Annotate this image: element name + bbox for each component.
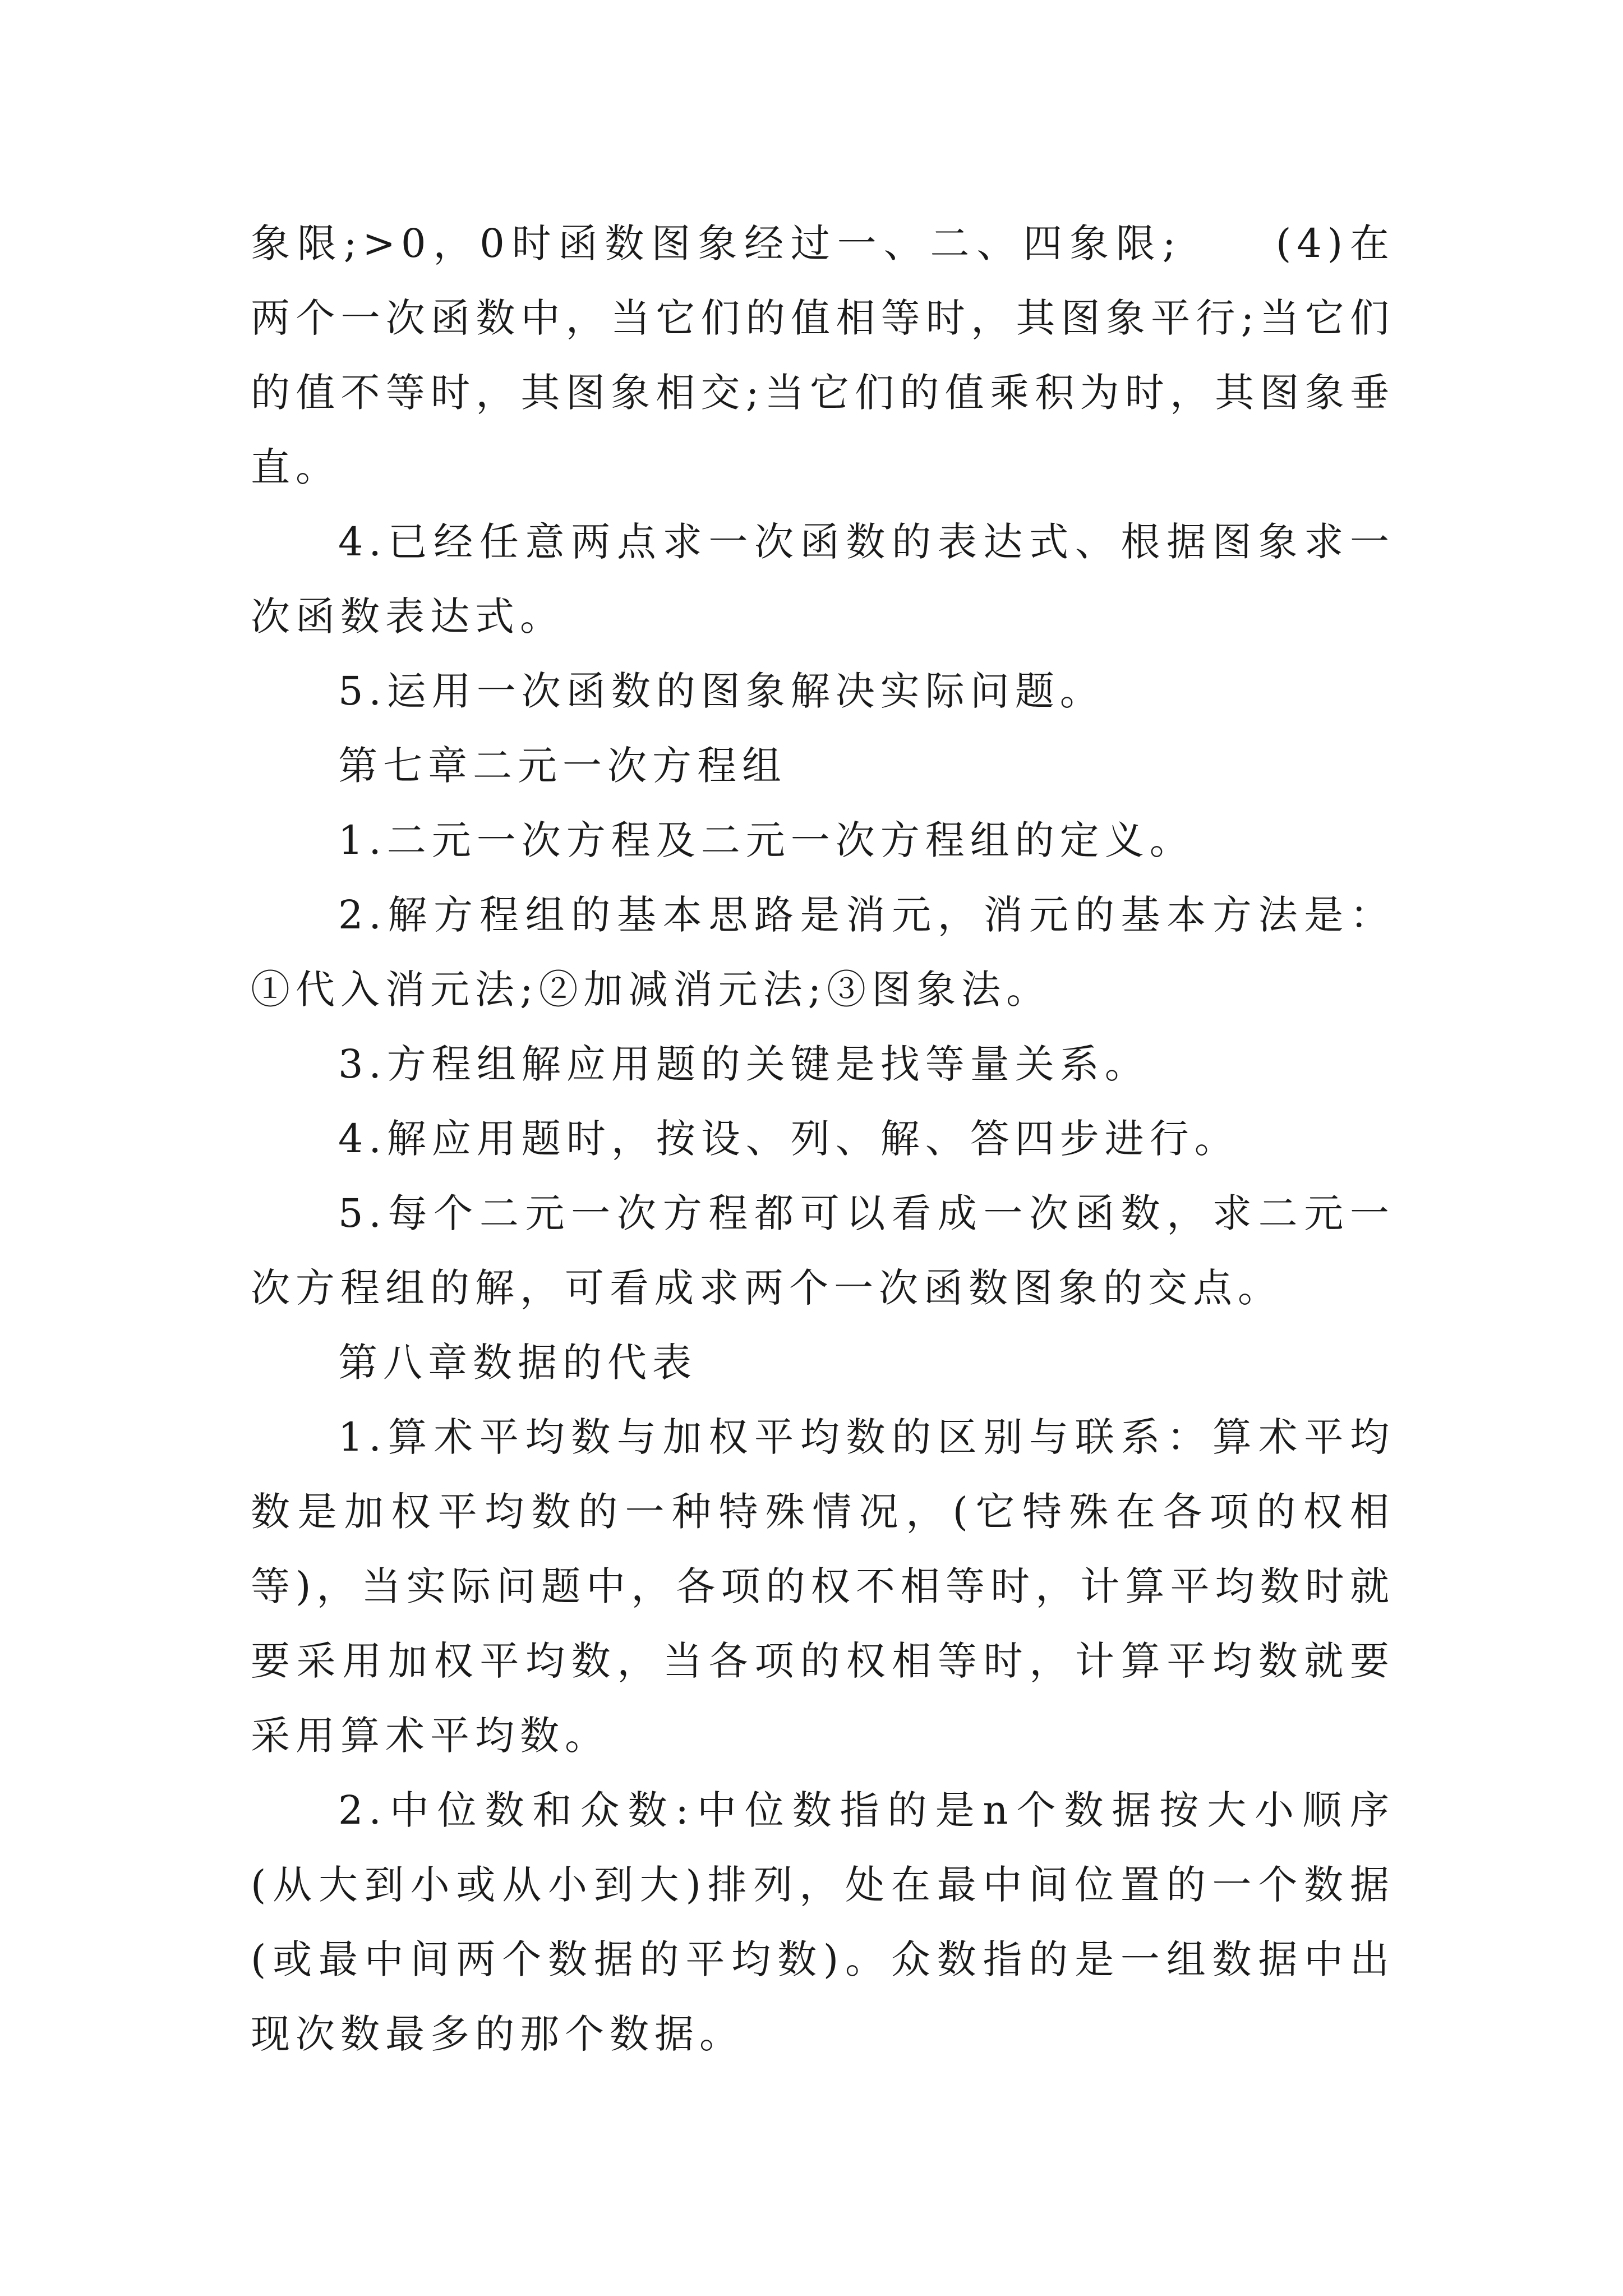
paragraph-ch7-item-5: 5.每个二元一次方程都可以看成一次函数，求二元一次方程组的解，可看成求两个一次函数图象的交点。	[251, 1190, 1395, 1311]
paragraph-item-5-application: 5.运用一次函数的图象解决实际问题。	[338, 668, 1105, 714]
paragraph-ch7-item-4: 4.解应用题时，按设、列、解、答四步进行。	[338, 1116, 1239, 1162]
paragraph-ch7-item-1: 1.二元一次方程及二元一次方程组的定义。	[338, 817, 1195, 863]
paragraph-ch8-item-1: 1.算术平均数与加权平均数的区别与联系：算术平均数是加权平均数的一种特殊情况，(它特殊在各项的权相等)，当实际问题中，各项的权不相等时，计算平均数时就要采用加权平均数，当各项的权相等时，计算平均数就要采用算术平均数。	[251, 1414, 1395, 1759]
chapter-7-heading: 第七章二元一次方程组	[338, 743, 787, 789]
paragraph-ch7-item-2: 2.解方程组的基本思路是消元，消元的基本方法是：①代入消元法;②加减消元法;③图象法。	[251, 892, 1395, 1013]
paragraph-linear-function-properties: 象限;>0，0时函数图象经过一、二、四象限; (4)在两个一次函数中，当它们的值相等时，其图象平行;当它们的值不等时，其图象相交;当它们的值乘积为时，其图象垂直。	[251, 220, 1395, 490]
document-body	[251, 206, 1395, 2072]
paragraph-ch7-item-3: 3.方程组解应用题的关键是找等量关系。	[338, 1041, 1150, 1087]
chapter-8-heading: 第八章数据的代表	[338, 1340, 697, 1386]
paragraph-ch8-item-2: 2.中位数和众数:中位数指的是n个数据按大小顺序(从大到小或从小到大)排列，处在最中间位置的一个数据(或最中间两个数据的平均数)。众数指的是一组数据中出现次数最多的那个数据。	[251, 1787, 1395, 2057]
paragraph-item-4-expression: 4.已经任意两点求一次函数的表达式、根据图象求一次函数表达式。	[251, 519, 1395, 639]
